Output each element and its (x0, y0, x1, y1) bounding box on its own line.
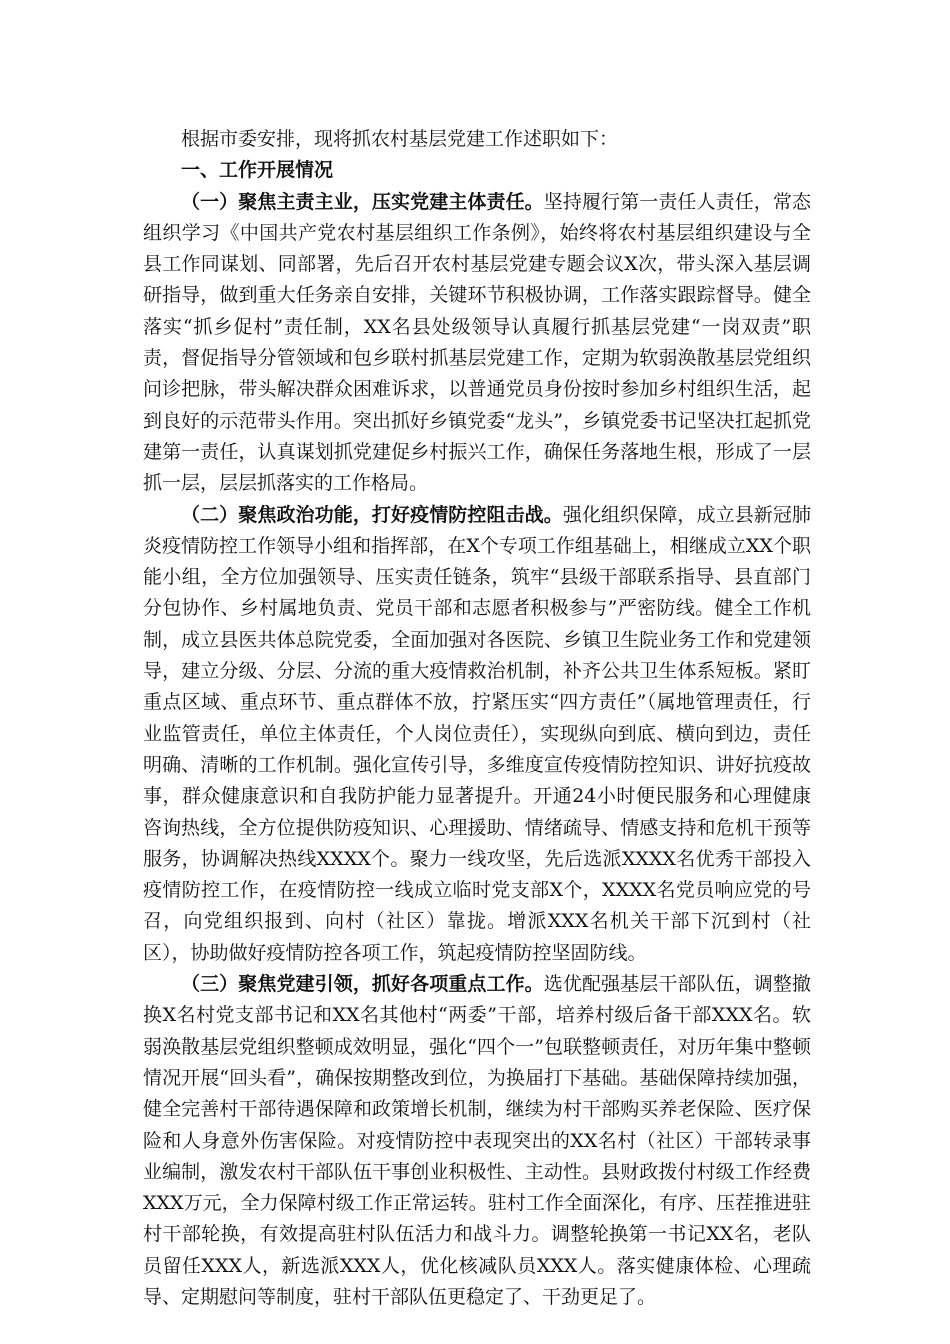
paragraph-3-body: 选优配强基层干部队伍，调整撤换X名村党支部书记和XX名其他村“两委”干部，培养村级后备干部XXX名。软弱涣散基层党组织整顿成效明显，强化“四个一”包联整顿责任，对历年集中整顿情况开展“回头看”，确保按期整改到位，为换届打下基础。基础保障持续加强，健全完善村干部待遇保障和政策增长机制，继续为村干部购买养老保险、医疗保险和人身意外伤害保险。对疫情防控中表现突出的XX名村（社区）干部转录事业编制，激发农村干部队伍干事创业积极性、主动性。县财政拨付村级工作经费XXX万元，全力保障村级工作正常运转。驻村工作全面深化，有序、压茬推进驻村干部轮换，有效提高驻村队伍活力和战斗力。调整轮换第一书记XX名，老队员留任XXX人，新选派XXX人，优化核减队员XXX人。落实健康体检、心理疏导、定期慰问等制度，驻村干部队伍更稳定了、干劲更足了。 (143, 973, 811, 1308)
paragraph-1-body: 坚持履行第一责任人责任，常态组织学习《中国共产党农村基层组织工作条例》，始终将农村基层组织建设与全县工作同谋划、同部署，先后召开农村基层党建专题会议X次，带头深入基层调研指导，做到重大任务亲自安排，关键环节积极协调，工作落实跟踪督导。健全落实“抓乡促村”责任制，XX名县处级领导认真履行抓基层党建“一岗双责”职责，督促指导分管领域和包乡联村抓基层党建工作，定期为软弱涣散基层党组织问诊把脉，带头解决群众困难诉求，以普通党员身份按时参加乡村组织生活，起到良好的示范带头作用。突出抓好乡镇党委“龙头”，乡镇党委书记坚决扛起抓党建第一责任，认真谋划抓党建促乡村振兴工作，确保任务落地生根，形成了一层抓一层，层层抓落实的工作格局。 (143, 190, 811, 495)
section-heading: 一、工作开展情况 (181, 159, 334, 182)
paragraph-3-lead: （三）聚焦党建引领，抓好各项重点工作。 (181, 973, 544, 996)
document-page (143, 124, 811, 1313)
body-paragraph-2 (143, 500, 811, 969)
intro-paragraph: 根据市委安排，现将抓农村基层党建工作述职如下： (181, 128, 619, 150)
paragraph-2-body: 强化组织保障，成立县新冠肺炎疫情防控工作领导小组和指挥部，在X个专项工作组基础上，相继成立XX个职能小组，全方位加强领导、压实责任链条，筑牢“县级干部联系指导、县直部门分包协作、乡村属地负责、党员干部和志愿者积极参与”严密防线。健全工作机制，成立县医共体总院党委，全面加强对各医院、乡镇卫生院业务工作和党建领导，建立分级、分层、分流的重大疫情救治机制，补齐公共卫生体系短板。紧盯重点区域、重点环节、重点群体不放，拧紧压实“四方责任”（属地管理责任，行业监管责任，单位主体责任，个人岗位责任），实现纵向到底、横向到边，责任明确、清晰的工作机制。强化宣传引导，多维度宣传疫情防控知识、讲好抗疫故事，群众健康意识和自我防护能力显著提升。开通24小时便民服务和心理健康咨询热线，全方位提供防疫知识、心理援助、情绪疏导、情感支持和危机干预等服务，协调解决热线XXXX个。聚力一线攻坚，先后选派XXXX名优秀干部投入疫情防控工作，在疫情防控一线成立临时党支部X个，XXXX名党员响应党的号召，向党组织报到、向村（社区）靠拢。增派XXX名机关干部下沉到村（社区），协助做好疫情防控各项工作，筑起疫情防控坚固防线。 (143, 503, 811, 964)
paragraph-1-lead: （一）聚焦主责主业，压实党建主体责任。 (181, 190, 544, 213)
body-paragraph-1 (143, 187, 811, 500)
paragraph-2-lead: （二）聚焦政治功能，打好疫情防控阻击战。 (181, 503, 563, 526)
body-paragraph-3 (143, 969, 811, 1313)
